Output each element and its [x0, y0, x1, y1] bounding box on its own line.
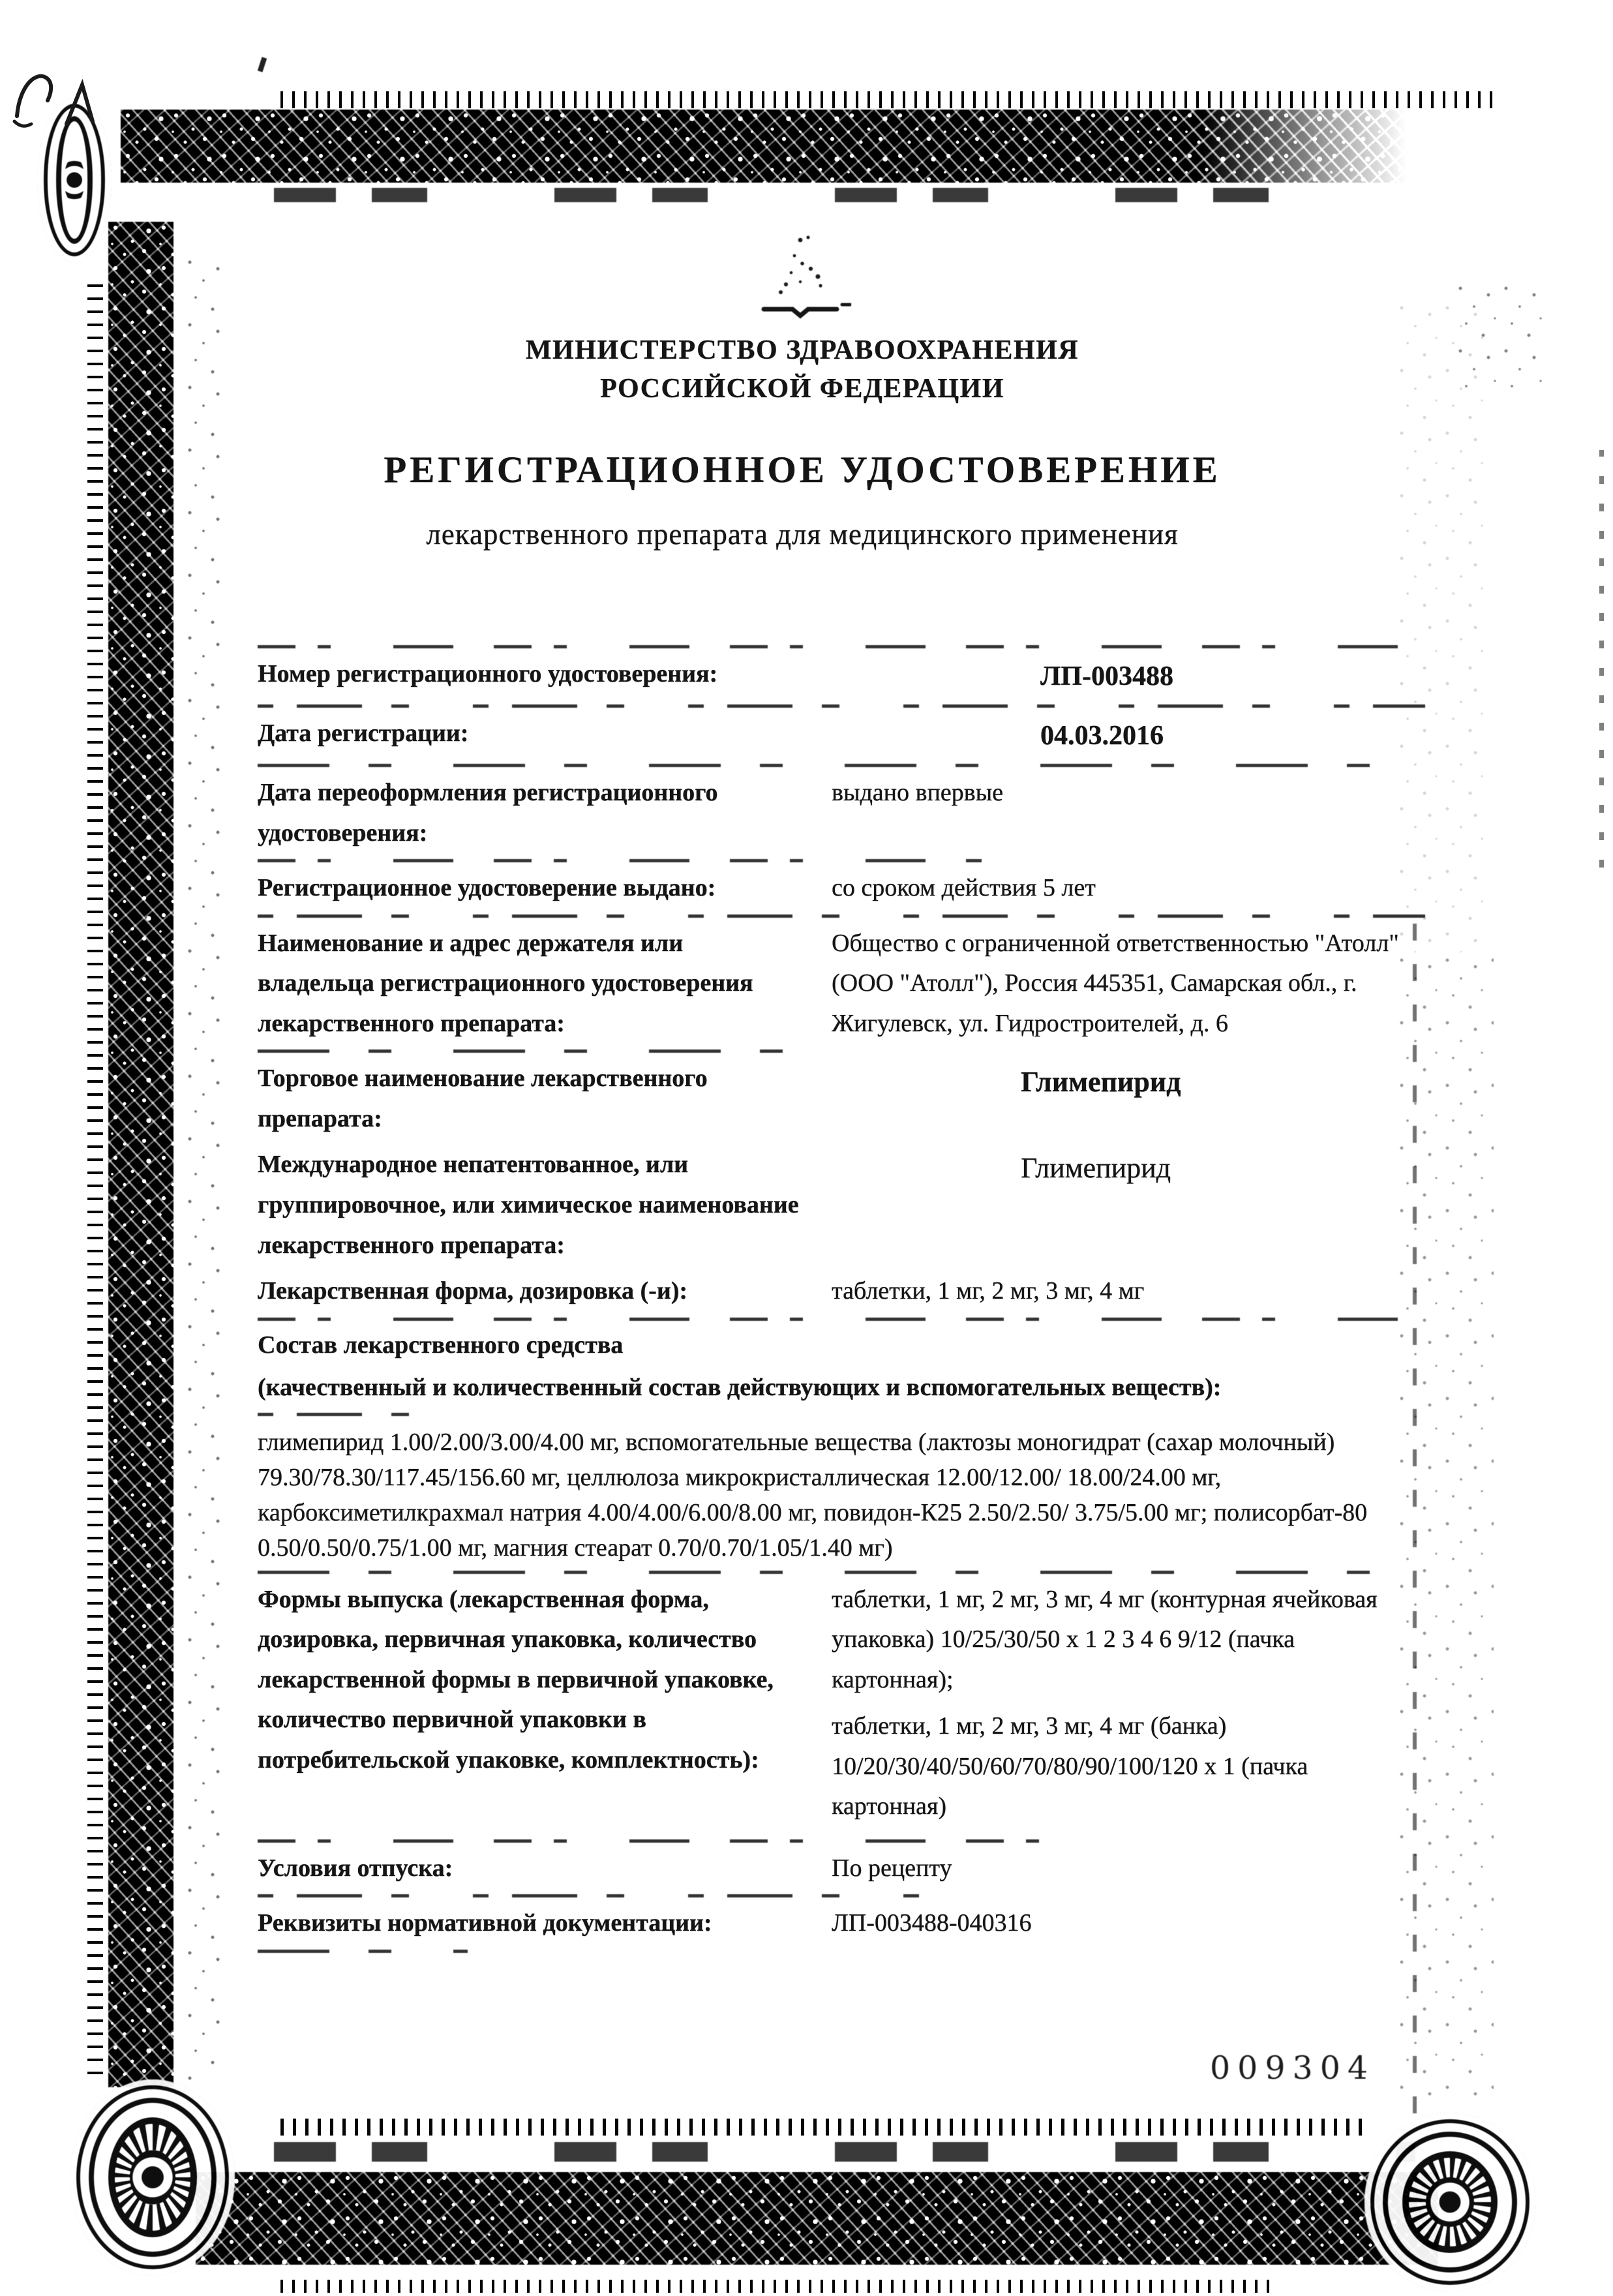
field-dispensing-label: Условия отпуска: [258, 1854, 453, 1882]
field-holder-value: Общество с ограниченной ответственностью "Атолл" (ООО "Атолл"), Россия 445351, Самарская обл., г. Жигулевск, ул. Гидростроителей, д. 6 [832, 929, 1399, 1037]
field-composition-label-line1: Состав лекарственного средства [258, 1331, 624, 1359]
field-trade-name-value: Глимепирид [1021, 1066, 1181, 1098]
field-issued-for [258, 868, 1425, 909]
coat-of-arms-emblem-icon [215, 230, 1389, 329]
corner-rosette-bottom-right-icon [1364, 2113, 1535, 2291]
field-reg-number-label: Номер регистрационного удостоверения: [258, 660, 718, 687]
field-normative-docs [258, 1903, 1425, 1944]
field-inn-value: Глимепирид [1021, 1152, 1171, 1185]
field-reg-date-label: Дата регистрации: [258, 719, 469, 748]
border-bottom-fringe-bottom [280, 2280, 1272, 2293]
field-release-forms [258, 1580, 1425, 1834]
release-forms-blister: таблетки, 1 мг, 2 мг, 3 мг, 4 мг (контурная ячейковая упаковка) 10/25/30/50 х 1 2 3 4 6 9/12 (пачка картонная); [832, 1585, 1378, 1693]
dashed-separator [258, 1894, 935, 1897]
dashed-separator [258, 1571, 1425, 1574]
dashed-separator [258, 1050, 818, 1053]
field-release-forms-label: Формы выпуска (лекарственная форма, дозировка, первичная упаковка, количество лекарственной формы в первичной упаковке, количество первичной упаковки в потребительской упаковке, комплектность): [258, 1585, 774, 1774]
field-composition [258, 1325, 1425, 1566]
field-composition-label-line2: (качественный и количественный состав действующих и вспомогательных веществ): [258, 1374, 1222, 1402]
corner-rosette-bottom-left-icon [70, 2079, 235, 2275]
field-issued-for-label: Регистрационное удостоверение выдано: [258, 874, 716, 902]
field-composition-value: глимепирид 1.00/2.00/3.00/4.00 мг, вспомогательные вещества (лактозы моногидрат (сахар молочный) 79.30/78.30/117.45/156.60 мг, целлюлоза микрокристаллическая 12.00/12.00/ 18.00/24.00 мг, карбоксиметилкрахмал натрия 4.00/4.00/6.00/8.00 мг, повидон-К25 2.50/2.50/ 3.75/5.00 мг; полисорбат-80 0.50/0.50/0.75/1.00 мг, магния стеарат 0.70/0.70/1.05/1.40 мг) [258, 1428, 1368, 1562]
border-top-fringe [280, 91, 1495, 108]
field-reg-number [258, 654, 1425, 699]
dashed-separator [258, 645, 1425, 648]
border-bottom-inner-line [274, 2142, 1415, 2162]
field-dosage-form [258, 1271, 1425, 1312]
field-trade-name-label: Торговое наименование лекарственного препарата: [258, 1065, 708, 1132]
field-reg-date-value: 04.03.2016 [1040, 721, 1164, 751]
pen-marks-icon [9, 52, 120, 130]
field-issued-for-value: со сроком действия 5 лет [832, 874, 1096, 902]
dashed-separator [258, 859, 982, 862]
certificate-header [215, 230, 1389, 551]
field-reissue-date [258, 773, 1425, 853]
blank-serial-number: 009304 [1210, 2049, 1376, 2087]
document-title: РЕГИСТРАЦИОННОЕ УДОСТОВЕРЕНИЕ [384, 449, 1221, 491]
dashed-separator [258, 764, 1378, 767]
field-reissue-date-value: выдано впервые [832, 779, 1003, 807]
field-inn [258, 1145, 1425, 1265]
certificate-fields [258, 641, 1425, 1957]
field-reg-number-value: ЛП-003488 [1040, 661, 1173, 691]
document-subtitle: лекарственного препарата для медицинского применения [426, 517, 1179, 551]
border-left-band [108, 222, 173, 2087]
field-holder-label: Наименование и адрес держателя или владельца регистрационного удостоверения лекарственного препарата: [258, 929, 753, 1037]
field-normative-docs-label: Реквизиты нормативной документации: [258, 1909, 712, 1937]
border-bottom-band [196, 2172, 1438, 2265]
dashed-separator [258, 1318, 1425, 1321]
ministry-name-line2: РОССИЙСКОЙ ФЕДЕРАЦИИ [600, 373, 1004, 404]
border-top-band [121, 110, 1498, 183]
field-dosage-form-value: таблетки, 1 мг, 2 мг, 3 мг, 4 мг [832, 1277, 1145, 1305]
dashed-separator [258, 914, 1425, 918]
field-dispensing [258, 1849, 1425, 1889]
field-trade-name [258, 1059, 1425, 1139]
field-holder [258, 924, 1425, 1044]
page-edge-dashes [1599, 450, 1604, 868]
border-top-inner-line [274, 188, 1344, 202]
ministry-name-line1: МИНИСТЕРСТВО ЗДРАВООХРАНЕНИЯ [525, 335, 1079, 365]
field-reissue-date-label: Дата переоформления регистрационного удостоверения: [258, 779, 718, 847]
field-release-forms-value [832, 1580, 1399, 1834]
scan-speck-icon [258, 57, 267, 72]
border-left-fringe [87, 274, 103, 2074]
dashed-separator [258, 704, 1425, 708]
dashed-separator [258, 1839, 1075, 1843]
field-inn-label: Международное непатентованное, или группировочное, или химическое наименование лекарственного препарата: [258, 1151, 799, 1259]
border-right-top-ornament [1455, 280, 1546, 391]
release-forms-jar: таблетки, 1 мг, 2 мг, 3 мг, 4 мг (банка) 10/20/30/40/50/60/70/80/90/100/120 х 1 (пачка картонная) [832, 1712, 1308, 1820]
field-dispensing-value: По рецепту [832, 1854, 952, 1882]
dashed-separator [258, 1950, 468, 1953]
field-reg-date [258, 714, 1425, 758]
dashed-separator [258, 1413, 468, 1416]
field-dosage-form-label: Лекарственная форма, дозировка (-и): [258, 1277, 688, 1305]
border-bottom-fringe-top [280, 2119, 1363, 2136]
field-normative-docs-value: ЛП-003488-040316 [832, 1909, 1032, 1937]
